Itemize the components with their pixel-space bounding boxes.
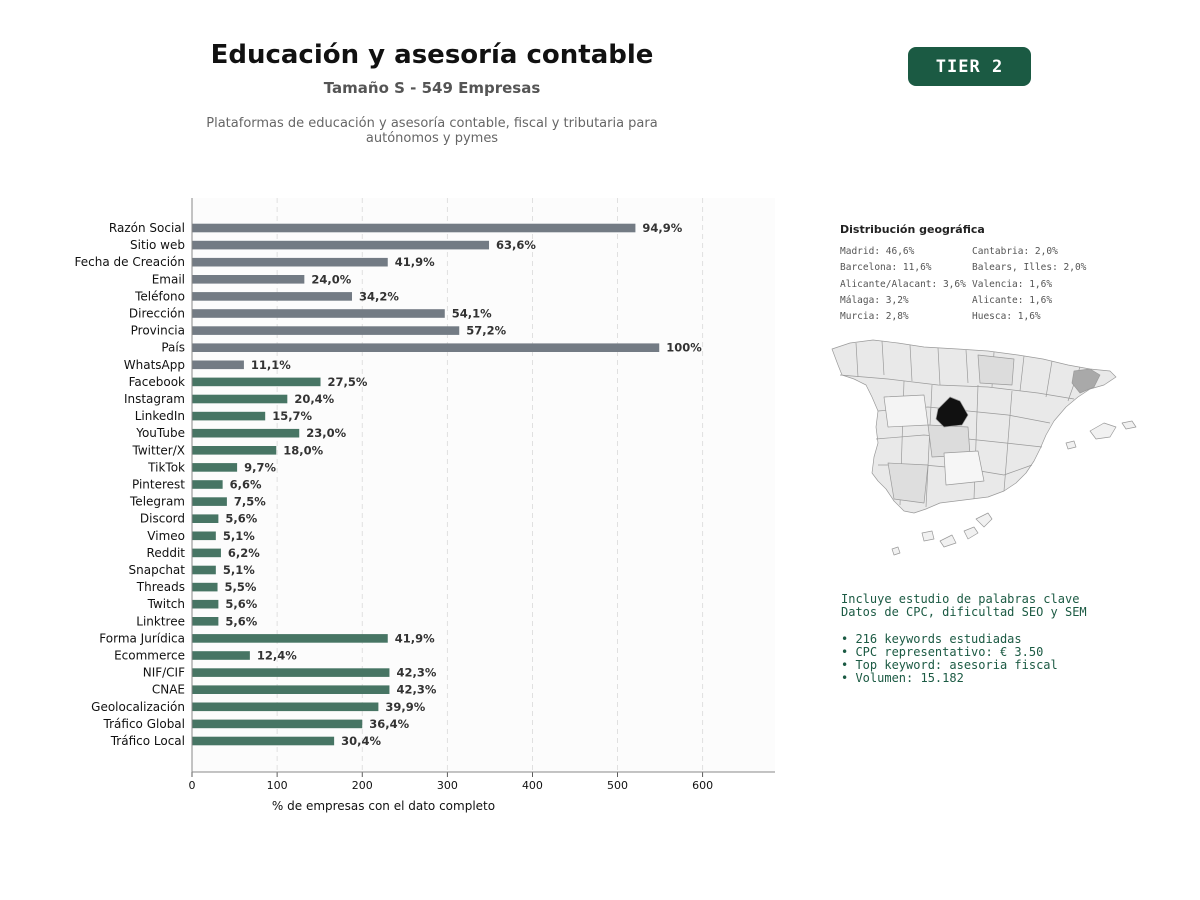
category-label: Dirección xyxy=(128,306,185,321)
value-label: 6,2% xyxy=(227,545,260,560)
geo-item: Huesca: 1,6% xyxy=(972,311,1041,323)
bar xyxy=(192,668,389,677)
keywords-bullet: • 216 keywords estudiadas xyxy=(841,631,1022,646)
category-label: Tráfico Local xyxy=(110,734,185,748)
x-tick-label: 500 xyxy=(607,779,629,792)
geo-list xyxy=(840,246,1100,323)
bar xyxy=(192,685,389,694)
map-balears xyxy=(1090,423,1116,439)
value-label: 41,9% xyxy=(394,631,435,646)
bar xyxy=(192,497,227,506)
category-label: Razón Social xyxy=(108,221,185,235)
category-label: LinkedIn xyxy=(134,409,185,424)
map-region xyxy=(944,451,984,485)
bar xyxy=(192,532,216,541)
x-tick-label: 300 xyxy=(436,779,458,792)
bar xyxy=(192,617,218,626)
value-label: 94,9% xyxy=(642,221,683,235)
bar xyxy=(192,549,221,558)
value-label: 34,2% xyxy=(359,289,399,304)
value-label: 63,6% xyxy=(496,238,536,253)
bar xyxy=(192,737,334,746)
bar xyxy=(192,292,352,301)
geo-item: Balears, Illes: 2,0% xyxy=(972,262,1087,274)
x-axis-label: % de empresas con el dato completo xyxy=(271,799,496,813)
value-label: 9,7% xyxy=(244,460,277,475)
x-tick-label: 400 xyxy=(521,779,543,792)
bar xyxy=(192,703,378,712)
category-label: NIF/CIF xyxy=(142,665,185,680)
map-canarias xyxy=(940,535,956,547)
bar xyxy=(192,446,276,455)
value-label: 11,1% xyxy=(250,357,291,372)
x-tick-label: 200 xyxy=(351,779,373,792)
map-region xyxy=(888,463,928,503)
category-label: Provincia xyxy=(130,323,185,338)
page-title: Educación y asesoría contable xyxy=(210,40,654,70)
spain-map xyxy=(828,335,1143,565)
bar xyxy=(192,463,237,472)
category-label: TikTok xyxy=(148,460,185,475)
geo-item: Madrid: 46,6% xyxy=(840,246,915,257)
page-subtitle: Tamaño S - 549 Empresas xyxy=(323,79,541,97)
bar xyxy=(192,343,659,352)
value-label: 27,5% xyxy=(327,374,368,389)
keywords-bullet: • CPC representativo: € 3.50 xyxy=(841,644,1044,659)
value-label: 41,9% xyxy=(394,255,435,270)
bar xyxy=(192,651,250,660)
bar xyxy=(192,600,218,609)
geo-item: Málaga: 3,2% xyxy=(840,294,909,306)
value-label: 54,1% xyxy=(451,306,492,321)
category-label: Threads xyxy=(136,580,185,595)
map-balears xyxy=(1122,421,1136,429)
map-balears xyxy=(1066,441,1076,449)
category-label: WhatsApp xyxy=(123,357,185,372)
category-label: Pinterest xyxy=(131,477,185,492)
geo-item: Valencia: 1,6% xyxy=(972,278,1053,290)
bar xyxy=(192,634,388,643)
bar xyxy=(192,378,321,387)
geo-item: Barcelona: 11,6% xyxy=(840,262,932,274)
value-label: 20,4% xyxy=(294,392,335,406)
description-line: Plataformas de educación y asesoría contable, fiscal y tributaria para xyxy=(206,116,658,131)
bar xyxy=(192,258,388,267)
keywords-subheading: Datos de CPC, dificultad SEO y SEM xyxy=(841,605,1087,620)
value-label: 5,1% xyxy=(222,528,255,543)
bar xyxy=(192,326,459,335)
value-label: 42,3% xyxy=(396,665,437,680)
bar xyxy=(192,241,489,250)
value-label: 5,6% xyxy=(225,597,258,612)
x-tick-label: 0 xyxy=(188,779,196,792)
map-region xyxy=(978,355,1014,385)
category-label: Facebook xyxy=(128,374,185,389)
category-label: Tráfico Global xyxy=(103,716,185,731)
bar xyxy=(192,514,218,523)
category-label: Geolocalización xyxy=(91,699,185,714)
value-label: 7,5% xyxy=(233,494,266,509)
category-label: Telegram xyxy=(130,494,185,509)
value-label: 57,2% xyxy=(466,323,507,338)
value-label: 39,9% xyxy=(385,699,426,714)
category-label: Teléfono xyxy=(135,289,185,304)
map-region xyxy=(884,395,928,427)
bar xyxy=(192,429,299,438)
keywords-bullet: • Volumen: 15.182 xyxy=(841,671,964,686)
category-label: País xyxy=(161,340,185,355)
value-label: 42,3% xyxy=(396,682,437,697)
bar xyxy=(192,361,244,370)
value-label: 5,1% xyxy=(222,563,255,577)
category-label: Snapchat xyxy=(128,563,185,577)
tier-badge: TIER 2 xyxy=(908,47,1031,86)
bar xyxy=(192,309,445,318)
keywords-panel xyxy=(841,593,1141,686)
category-label: Sitio web xyxy=(130,238,185,253)
geo-title: Distribución geográfica xyxy=(840,223,985,236)
keywords-bullet: • Top keyword: asesoria fiscal xyxy=(841,658,1058,673)
value-label: 6,6% xyxy=(229,477,262,492)
bar xyxy=(192,412,265,421)
keywords-heading: Incluye estudio de palabras clave xyxy=(841,592,1080,606)
category-label: Twitch xyxy=(147,597,185,612)
bar xyxy=(192,480,223,489)
value-label: 18,0% xyxy=(283,443,324,458)
map-canarias xyxy=(922,531,934,541)
category-label: Reddit xyxy=(146,545,185,560)
bar xyxy=(192,275,304,284)
geo-item: Alicante/Alacant: 3,6% xyxy=(840,278,966,290)
bar xyxy=(192,566,216,575)
map-canarias xyxy=(976,513,992,527)
value-label: 15,7% xyxy=(272,409,313,424)
x-tick-label: 100 xyxy=(266,779,288,792)
category-label: Twitter/X xyxy=(132,443,185,458)
category-label: Ecommerce xyxy=(114,648,185,663)
category-label: Email xyxy=(151,272,185,287)
category-label: Vimeo xyxy=(147,528,185,543)
value-label: 100% xyxy=(666,340,702,355)
value-label: 5,5% xyxy=(224,580,257,595)
value-label: 5,6% xyxy=(225,614,258,629)
map-canarias xyxy=(964,527,978,539)
description-line: autónomos y pymes xyxy=(365,131,499,146)
value-label: 5,6% xyxy=(225,511,258,526)
category-label: Discord xyxy=(139,511,185,526)
map-canarias xyxy=(892,547,900,555)
bar xyxy=(192,224,635,233)
value-label: 30,4% xyxy=(341,734,382,748)
bar xyxy=(192,395,287,404)
bar xyxy=(192,583,218,592)
value-label: 24,0% xyxy=(311,272,352,287)
geo-item: Cantabria: 2,0% xyxy=(972,246,1058,257)
category-label: Fecha de Creación xyxy=(74,255,185,270)
bar xyxy=(192,720,362,729)
x-tick-label: 600 xyxy=(692,779,714,792)
geo-item: Alicante: 1,6% xyxy=(972,294,1053,306)
category-label: Instagram xyxy=(123,392,185,406)
value-label: 12,4% xyxy=(256,648,297,663)
geo-item: Murcia: 2,8% xyxy=(840,311,909,323)
category-label: Linktree xyxy=(136,614,185,629)
map-mainland xyxy=(832,340,1116,513)
category-label: Forma Jurídica xyxy=(99,631,185,646)
value-label: 23,0% xyxy=(306,426,347,441)
category-label: YouTube xyxy=(136,426,185,441)
value-label: 36,4% xyxy=(369,716,410,731)
category-label: CNAE xyxy=(151,682,185,697)
